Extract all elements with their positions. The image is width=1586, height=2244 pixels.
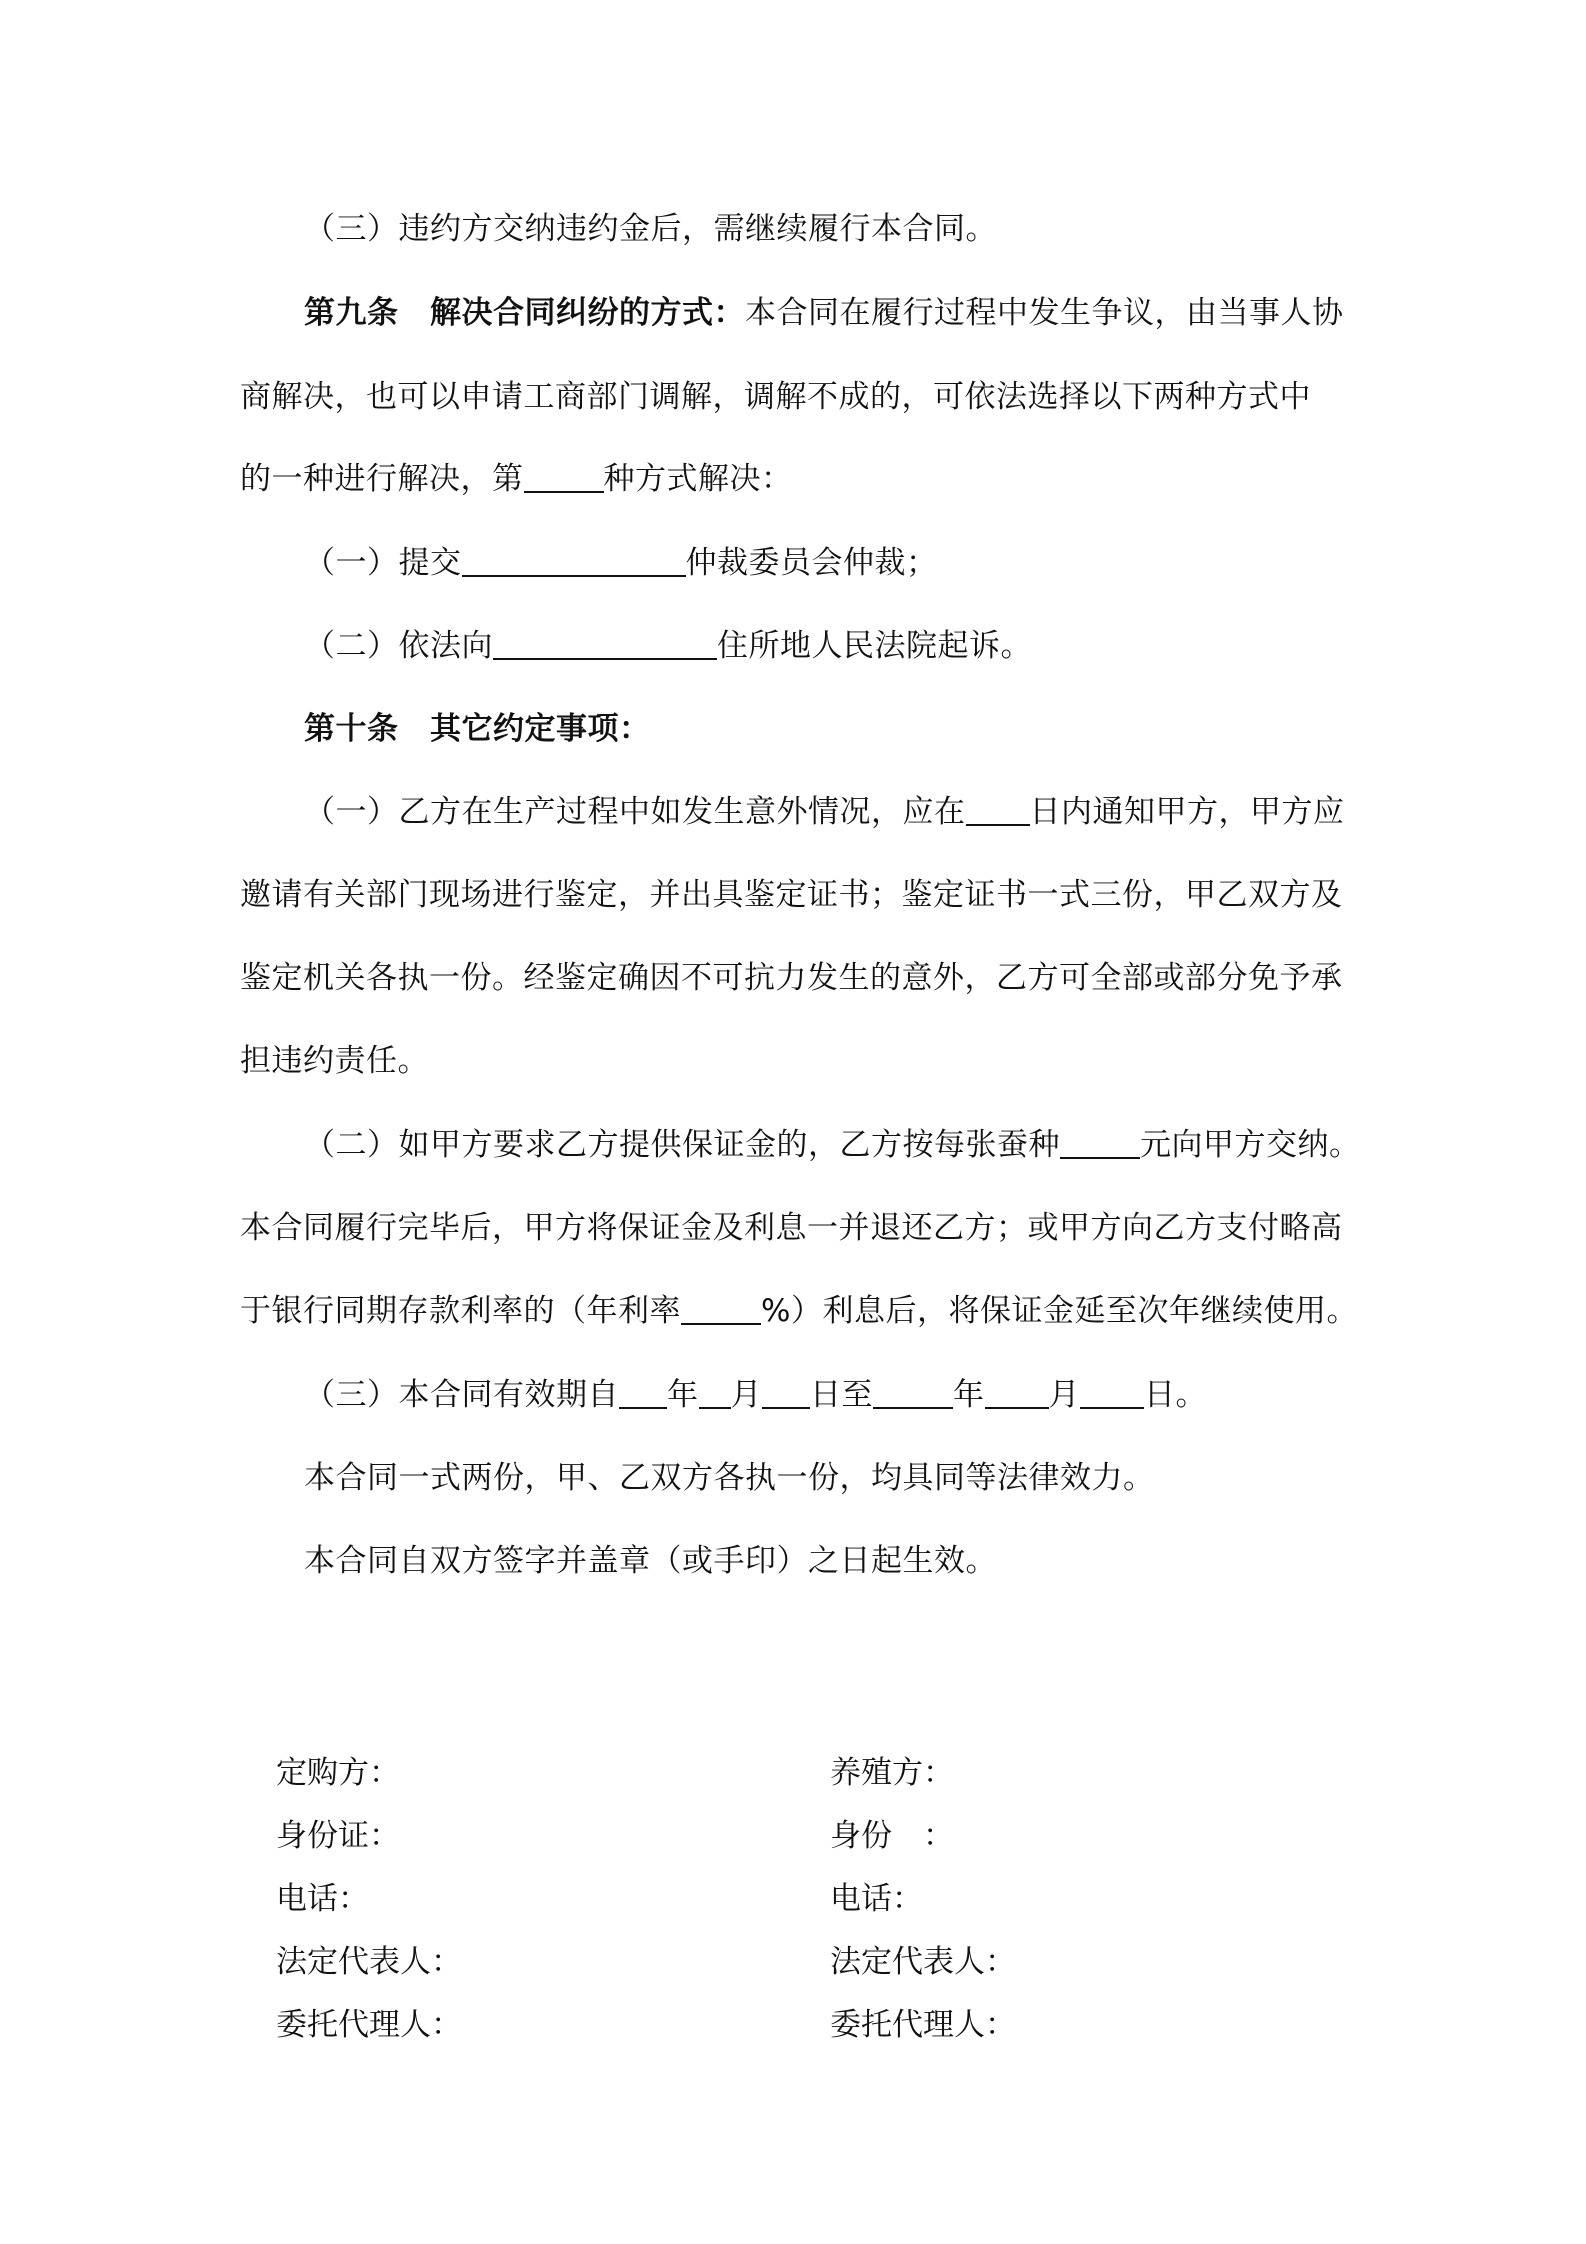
clause-10-2-start: （二）如甲方要求乙方提供保证金的，乙方按每张蚕种: [304, 1127, 1060, 1163]
buyer-party-label: 定购方：: [276, 1755, 400, 1791]
start-day-label: 日至: [810, 1377, 873, 1413]
article-9: [240, 272, 1444, 355]
article-9-line-3: [240, 438, 1380, 521]
end-day-blank[interactable]: [1080, 1377, 1144, 1409]
clause-10-3-start: （三）本合同有效期自: [304, 1377, 619, 1413]
clause-10-2-end: 元向甲方交纳。: [1140, 1127, 1361, 1163]
option-arbitration: [240, 522, 1444, 605]
option-arbitration-start: （一）提交: [304, 545, 462, 581]
article-9-title: 第九条 解决合同纠纷的方式：: [304, 295, 745, 331]
interest-rate-blank[interactable]: [681, 1293, 761, 1325]
breeder-phone-label: 电话：: [830, 1881, 923, 1917]
article-9-text: 本合同在履行过程中发生争议，由当事人协: [745, 295, 1344, 331]
clause-8-3: [240, 188, 1444, 271]
buyer-signature-block: [276, 1742, 462, 2057]
start-day-blank[interactable]: [762, 1377, 810, 1409]
clause-10-1-line-2: [240, 854, 1380, 937]
buyer-phone-label: 电话：: [276, 1881, 369, 1917]
notice-days-blank[interactable]: [966, 794, 1030, 826]
article-9-line-2-text: 商解决，也可以申请工商部门调解，调解不成的，可依法选择以下两种方式中: [240, 379, 1311, 415]
clause-10-2-line-3: [240, 1270, 1380, 1353]
method-number-blank[interactable]: [524, 461, 604, 493]
clause-10-2: [240, 1104, 1444, 1187]
clause-10-2-line-2-text: 本合同履行完毕后，甲方将保证金及利息一并退还乙方；或甲方向乙方支付略高: [240, 1210, 1343, 1246]
arbitration-committee-blank[interactable]: [462, 545, 686, 577]
clause-10-1-line-2-text: 邀请有关部门现场进行鉴定，并出具鉴定证书；鉴定证书一式三份，甲乙双方及: [240, 877, 1343, 913]
option-arbitration-end: 仲裁委员会仲裁；: [685, 545, 938, 581]
article-10-title: 第十条 其它约定事项：: [304, 711, 651, 747]
end-month-label: 月: [1048, 1377, 1080, 1413]
clause-10-1-end: 日内通知甲方，甲方应: [1029, 794, 1345, 830]
article-9-line-3-start: 的一种进行解决，第: [240, 461, 524, 497]
copies-clause: [240, 1437, 1444, 1520]
clause-10-1-line-3: [240, 937, 1380, 1020]
buyer-legal-rep-label: 法定代表人：: [276, 1944, 462, 1980]
start-month-label: 月: [730, 1377, 762, 1413]
breeder-legal-rep-label: 法定代表人：: [830, 1944, 1016, 1980]
start-year-label: 年: [667, 1377, 699, 1413]
clause-10-2-line-3-end: %）利息后，将保证金延至次年继续使用。: [761, 1293, 1358, 1329]
end-month-blank[interactable]: [985, 1377, 1049, 1409]
option-court-end: 住所地人民法院起诉。: [717, 628, 1032, 664]
start-year-blank[interactable]: [619, 1377, 667, 1409]
end-year-label: 年: [953, 1377, 985, 1413]
buyer-id-label: 身份证：: [276, 1818, 400, 1854]
start-month-blank[interactable]: [699, 1377, 731, 1409]
clause-8-3-text: （三）违约方交纳违约金后，需继续履行本合同。: [304, 211, 997, 247]
buyer-agent-label: 委托代理人：: [276, 2007, 462, 2043]
effective-clause: [240, 1520, 1444, 1603]
clause-10-1-line-4: [240, 1020, 1380, 1103]
clause-10-1-line-4-text: 担违约责任。: [240, 1043, 429, 1079]
option-court: [240, 605, 1444, 688]
clause-10-1-line-3-text: 鉴定机关各执一份。经鉴定确因不可抗力发生的意外，乙方可全部或部分免予承: [240, 960, 1343, 996]
clause-10-2-line-3-start: 于银行同期存款利率的（年利率: [240, 1293, 681, 1329]
end-year-blank[interactable]: [873, 1377, 953, 1409]
breeder-party-label: 养殖方：: [830, 1755, 954, 1791]
court-location-blank[interactable]: [493, 628, 717, 660]
article-10: [240, 688, 1444, 771]
clause-10-3: [240, 1354, 1444, 1437]
clause-10-1: [240, 771, 1444, 854]
clause-10-1-start: （一）乙方在生产过程中如发生意外情况，应在: [304, 794, 966, 830]
effective-clause-text: 本合同自双方签字并盖章（或手印）之日起生效。: [304, 1543, 997, 1579]
article-9-line-2: [240, 356, 1380, 439]
copies-clause-text: 本合同一式两份，甲、乙双方各执一份，均具同等法律效力。: [304, 1460, 1155, 1496]
option-court-start: （二）依法向: [304, 628, 493, 664]
clause-10-2-line-2: [240, 1187, 1380, 1270]
breeder-signature-block: [830, 1742, 1016, 2057]
breeder-id-label: 身份 ：: [830, 1818, 954, 1854]
article-9-line-3-end: 种方式解决：: [603, 461, 793, 497]
breeder-agent-label: 委托代理人：: [830, 2007, 1016, 2043]
deposit-amount-blank[interactable]: [1060, 1127, 1140, 1159]
end-day-label: 日。: [1144, 1377, 1207, 1413]
